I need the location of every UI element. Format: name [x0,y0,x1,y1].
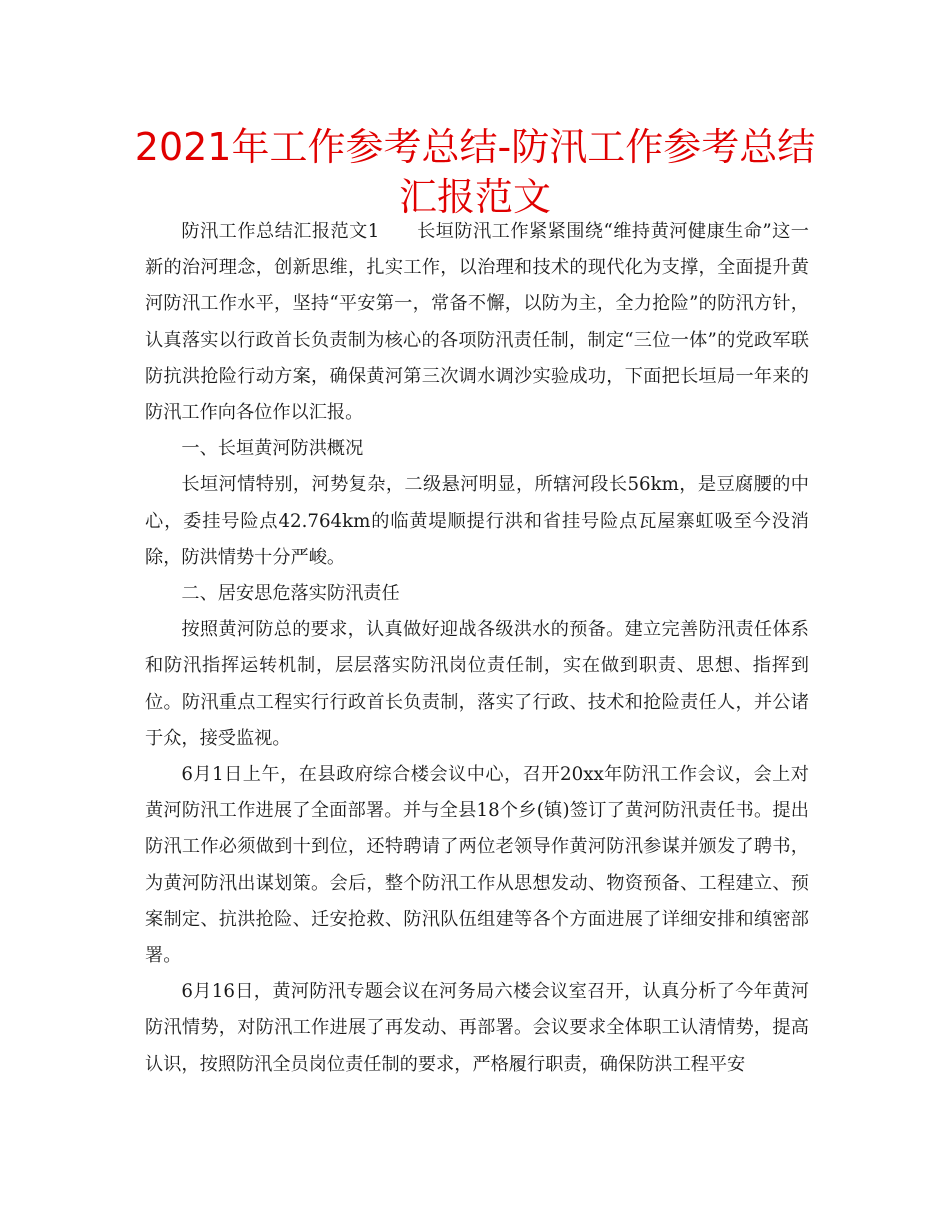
section-heading-responsibility: 二、居安思危落实防汛责任 [181,583,400,605]
document-title: 2021年工作参考总结-防汛工作参考总结汇报范文 [134,125,816,219]
paragraph-overview: 长垣河情特别，河势复杂，二级悬河明显，所辖河段长56km，是豆腐腰的中心，委挂号险点42.764km的临黄堤顺提行洪和省挂号险点瓦屋寨虹吸至今没消除，防洪情势十分严峻。 [145,474,809,568]
document-body [145,214,809,1083]
paragraph-intro: 防汛工作总结汇报范文1 长垣防汛工作紧紧围绕“维持黄河健康生命”这一新的治河理念，创新思维，扎实工作，以治理和技术的现代化为支撑，全面提升黄河防汛工作水平，坚持“平安第一，常备不懈，以防为主，全力抢险”的防汛方针，认真落实以行政首长负责制为核心的各项防汛责任制，制定“三位一体”的党政军联防抗洪抢险行动方案，确保黄河第三次调水调沙实验成功，下面把长垣局一年来的防汛工作向各位作以汇报。 [145,221,809,424]
paragraph-responsibility: 按照黄河防总的要求，认真做好迎战各级洪水的预备。建立完善防汛责任体系和防汛指挥运转机制，层层落实防汛岗位责任制，实在做到职责、思想、指挥到位。防汛重点工程实行行政首长负责制，落实了行政、技术和抢险责任人，并公诸于众，接受监视。 [145,619,809,749]
section-heading-overview: 一、长垣黄河防洪概况 [181,438,364,460]
paragraph-june-16-meeting: 6月16日，黄河防汛专题会议在河务局六楼会议室召开，认真分析了今年黄河防汛情势，对防汛工作进展了再发动、再部署。会议要求全体职工认清情势，提高认识，按照防汛全员岗位责任制的要求，严格履行职责，确保防洪工程平安 [145,981,809,1075]
paragraph-june-1-meeting: 6月1日上午，在县政府综合楼会议中心，召开20xx年防汛工作会议，会上对黄河防汛工作进展了全面部署。并与全县18个乡(镇)签订了黄河防汛责任书。提出防汛工作必须做到十到位，还特聘请了两位老领导作黄河防汛参谋并颁发了聘书，为黄河防汛出谋划策。会后，整个防汛工作从思想发动、物资预备、工程建立、预案制定、抗洪抢险、迁安抢救、防汛队伍组建等各个方面进展了详细安排和缜密部署。 [145,764,809,967]
